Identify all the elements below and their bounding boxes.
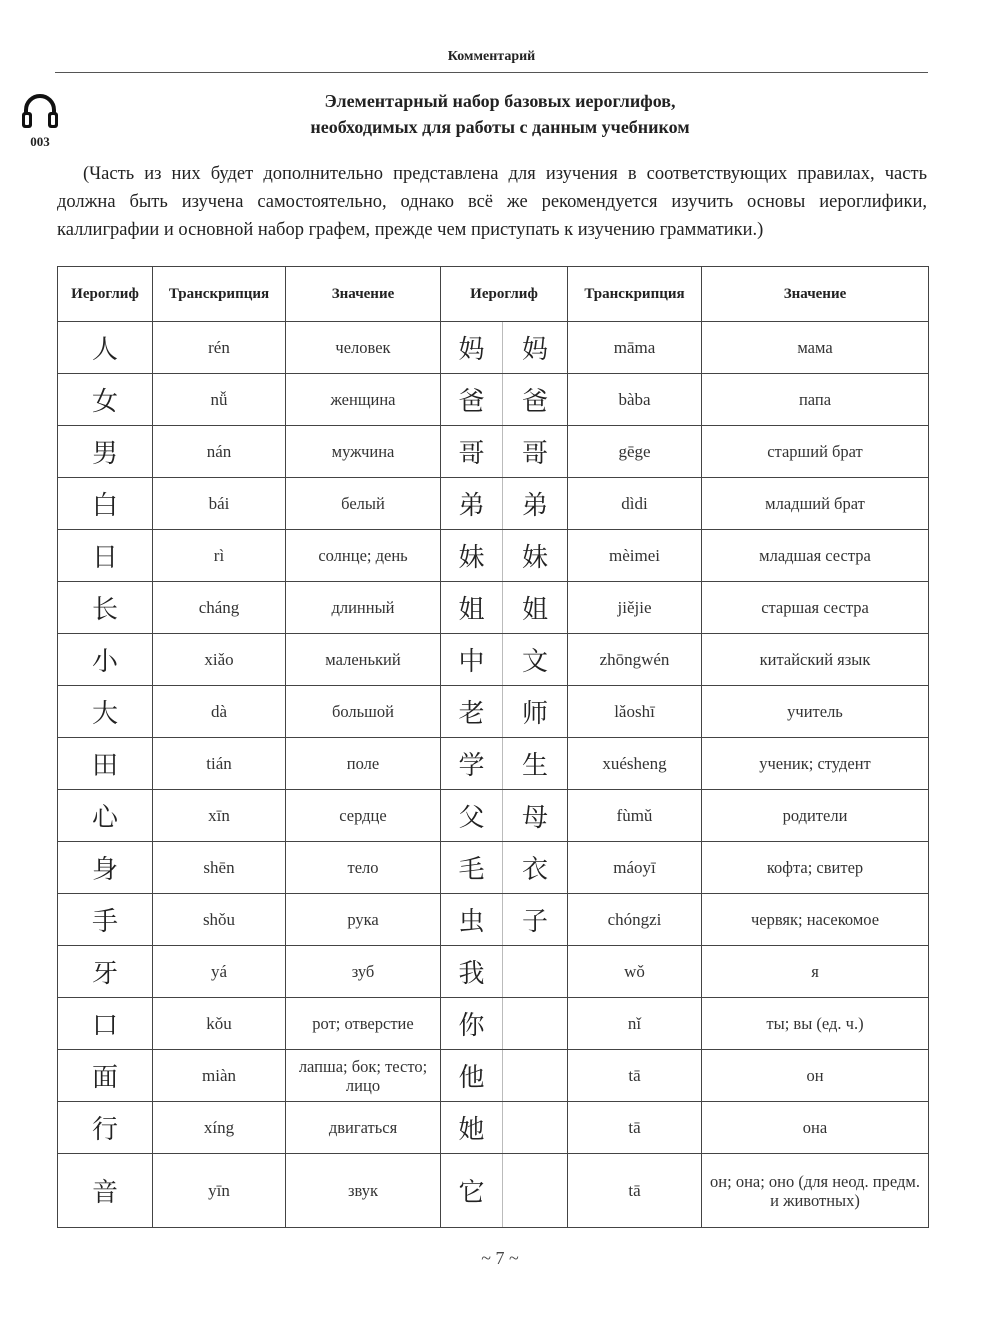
hieroglyph-cell-a: 哥: [441, 426, 503, 478]
transcription-cell: nán: [153, 426, 286, 478]
meaning-cell: женщина: [286, 374, 441, 426]
meaning-cell-2: младшая сестра: [702, 530, 929, 582]
transcription-cell-2: xuésheng: [568, 738, 702, 790]
table-row: [58, 1154, 929, 1228]
header-transcription-2: Транскрипция: [568, 267, 702, 322]
transcription-cell-2: máoyī: [568, 842, 702, 894]
meaning-cell: рука: [286, 894, 441, 946]
header-hieroglyph: Иероглиф: [58, 267, 153, 322]
hieroglyph-cell: 面: [58, 1050, 153, 1102]
table-header-row: [58, 267, 929, 322]
transcription-cell: cháng: [153, 582, 286, 634]
table-row: [58, 998, 929, 1050]
meaning-cell-2: старшая сестра: [702, 582, 929, 634]
meaning-cell: солнце; день: [286, 530, 441, 582]
hieroglyph-cell-b: 爸: [503, 374, 568, 426]
meaning-cell: тело: [286, 842, 441, 894]
table-row: [58, 894, 929, 946]
meaning-cell-2: китайский язык: [702, 634, 929, 686]
hieroglyph-table: [57, 266, 929, 1228]
transcription-cell: tián: [153, 738, 286, 790]
hieroglyph-cell: 日: [58, 530, 153, 582]
meaning-cell-2: папа: [702, 374, 929, 426]
hieroglyph-cell-a: 中: [441, 634, 503, 686]
hieroglyph-cell-a: 他: [441, 1050, 503, 1102]
hieroglyph-cell: 大: [58, 686, 153, 738]
transcription-cell-2: chóngzi: [568, 894, 702, 946]
transcription-cell: nǚ: [153, 374, 286, 426]
table-row: [58, 1102, 929, 1154]
table-row: [58, 426, 929, 478]
hieroglyph-cell: 男: [58, 426, 153, 478]
table-row: [58, 946, 929, 998]
hieroglyph-cell-b: 哥: [503, 426, 568, 478]
meaning-cell: длинный: [286, 582, 441, 634]
hieroglyph-cell-b: [503, 1050, 568, 1102]
hieroglyph-cell-b: [503, 946, 568, 998]
transcription-cell-2: dìdi: [568, 478, 702, 530]
meaning-cell-2: учитель: [702, 686, 929, 738]
transcription-cell-2: māma: [568, 322, 702, 374]
hieroglyph-cell-a: 学: [441, 738, 503, 790]
meaning-cell-2: он: [702, 1050, 929, 1102]
transcription-cell-2: tā: [568, 1050, 702, 1102]
transcription-cell: rén: [153, 322, 286, 374]
transcription-cell: dà: [153, 686, 286, 738]
meaning-cell: звук: [286, 1154, 441, 1228]
transcription-cell-2: jiějie: [568, 582, 702, 634]
table-row: [58, 1050, 929, 1102]
hieroglyph-cell: 田: [58, 738, 153, 790]
hieroglyph-cell-a: 姐: [441, 582, 503, 634]
meaning-cell-2: ты; вы (ед. ч.): [702, 998, 929, 1050]
meaning-cell: белый: [286, 478, 441, 530]
transcription-cell: xiǎo: [153, 634, 286, 686]
table-row: [58, 582, 929, 634]
hieroglyph-cell: 小: [58, 634, 153, 686]
hieroglyph-cell-a: 妈: [441, 322, 503, 374]
running-header: Комментарий: [55, 46, 928, 73]
table-row: [58, 790, 929, 842]
meaning-cell-2: старший брат: [702, 426, 929, 478]
hieroglyph-cell-b: [503, 1154, 568, 1228]
section-title-line2: необходимых для работы с данным учебником: [310, 117, 690, 137]
audio-track-marker[interactable]: [18, 92, 62, 150]
hieroglyph-cell-a: 老: [441, 686, 503, 738]
hieroglyph-cell-b: 文: [503, 634, 568, 686]
hieroglyph-cell-a: 毛: [441, 842, 503, 894]
transcription-cell-2: zhōngwén: [568, 634, 702, 686]
table-row: [58, 634, 929, 686]
transcription-cell-2: gēge: [568, 426, 702, 478]
meaning-cell: лапша; бок; тесто; лицо: [286, 1050, 441, 1102]
meaning-cell: мужчина: [286, 426, 441, 478]
transcription-cell-2: mèimei: [568, 530, 702, 582]
transcription-cell: shǒu: [153, 894, 286, 946]
transcription-cell: shēn: [153, 842, 286, 894]
hieroglyph-cell-b: 妹: [503, 530, 568, 582]
hieroglyph-cell: 人: [58, 322, 153, 374]
hieroglyph-cell-b: [503, 998, 568, 1050]
meaning-cell: рот; отверстие: [286, 998, 441, 1050]
table-row: [58, 686, 929, 738]
transcription-cell: bái: [153, 478, 286, 530]
hieroglyph-cell-b: 弟: [503, 478, 568, 530]
transcription-cell: rì: [153, 530, 286, 582]
section-title: [100, 88, 900, 140]
hieroglyph-cell: 女: [58, 374, 153, 426]
hieroglyph-cell-a: 你: [441, 998, 503, 1050]
meaning-cell-2: он; она; оно (для неод. предм. и животных): [702, 1154, 929, 1228]
intro-paragraph: (Часть из них будет дополнительно представлена для изучения в соответствующих правилах, часть должна быть изучена самостоятельно, однако всё же рекомендуется изучить основы иероглифики, каллиграфии и основной набор графем, прежде чем приступать к изучению грамматики.): [57, 164, 927, 240]
hieroglyph-cell-b: 师: [503, 686, 568, 738]
transcription-cell: xīn: [153, 790, 286, 842]
audio-track-number: 003: [30, 134, 50, 149]
transcription-cell: yīn: [153, 1154, 286, 1228]
meaning-cell-2: младший брат: [702, 478, 929, 530]
hieroglyph-cell-b: 生: [503, 738, 568, 790]
meaning-cell: сердце: [286, 790, 441, 842]
headphones-icon: [20, 92, 60, 130]
hieroglyph-cell: 牙: [58, 946, 153, 998]
transcription-cell-2: tā: [568, 1154, 702, 1228]
hieroglyph-cell-a: 我: [441, 946, 503, 998]
hieroglyph-cell-a: 父: [441, 790, 503, 842]
transcription-cell: xíng: [153, 1102, 286, 1154]
page-number: ~ 7 ~: [481, 1248, 519, 1268]
hieroglyph-cell: 心: [58, 790, 153, 842]
table-row: [58, 374, 929, 426]
table-row: [58, 842, 929, 894]
hieroglyph-cell: 口: [58, 998, 153, 1050]
hieroglyph-cell-b: 衣: [503, 842, 568, 894]
meaning-cell-2: мама: [702, 322, 929, 374]
hieroglyph-cell-b: 子: [503, 894, 568, 946]
meaning-cell-2: ученик; студент: [702, 738, 929, 790]
meaning-cell: зуб: [286, 946, 441, 998]
hieroglyph-cell: 长: [58, 582, 153, 634]
table-row: [58, 478, 929, 530]
meaning-cell-2: я: [702, 946, 929, 998]
meaning-cell: поле: [286, 738, 441, 790]
meaning-cell-2: червяк; насекомое: [702, 894, 929, 946]
transcription-cell-2: lǎoshī: [568, 686, 702, 738]
hieroglyph-cell-a: 虫: [441, 894, 503, 946]
hieroglyph-cell-b: [503, 1102, 568, 1154]
transcription-cell-2: fùmǔ: [568, 790, 702, 842]
meaning-cell-2: она: [702, 1102, 929, 1154]
meaning-cell: маленький: [286, 634, 441, 686]
transcription-cell-2: bàba: [568, 374, 702, 426]
transcription-cell: yá: [153, 946, 286, 998]
hieroglyph-cell-b: 母: [503, 790, 568, 842]
hieroglyph-cell-a: 爸: [441, 374, 503, 426]
meaning-cell: человек: [286, 322, 441, 374]
hieroglyph-cell: 白: [58, 478, 153, 530]
hieroglyph-cell: 身: [58, 842, 153, 894]
transcription-cell-2: tā: [568, 1102, 702, 1154]
header-meaning: Значение: [286, 267, 441, 322]
hieroglyph-cell-a: 它: [441, 1154, 503, 1228]
table-row: [58, 738, 929, 790]
transcription-cell-2: nǐ: [568, 998, 702, 1050]
meaning-cell-2: родители: [702, 790, 929, 842]
meaning-cell-2: кофта; свитер: [702, 842, 929, 894]
table-row: [58, 322, 929, 374]
table-row: [58, 530, 929, 582]
hieroglyph-cell-a: 弟: [441, 478, 503, 530]
hieroglyph-cell: 音: [58, 1154, 153, 1228]
meaning-cell: большой: [286, 686, 441, 738]
hieroglyph-cell-a: 她: [441, 1102, 503, 1154]
hieroglyph-cell: 手: [58, 894, 153, 946]
header-hieroglyph-2: Иероглиф: [441, 267, 568, 322]
section-title-line1: Элементарный набор базовых иероглифов,: [324, 91, 676, 111]
hieroglyph-cell-a: 妹: [441, 530, 503, 582]
transcription-cell: kǒu: [153, 998, 286, 1050]
header-transcription: Транскрипция: [153, 267, 286, 322]
hieroglyph-cell-b: 妈: [503, 322, 568, 374]
hieroglyph-cell-b: 姐: [503, 582, 568, 634]
hieroglyph-cell: 行: [58, 1102, 153, 1154]
transcription-cell-2: wǒ: [568, 946, 702, 998]
header-meaning-2: Значение: [702, 267, 929, 322]
meaning-cell: двигаться: [286, 1102, 441, 1154]
transcription-cell: miàn: [153, 1050, 286, 1102]
